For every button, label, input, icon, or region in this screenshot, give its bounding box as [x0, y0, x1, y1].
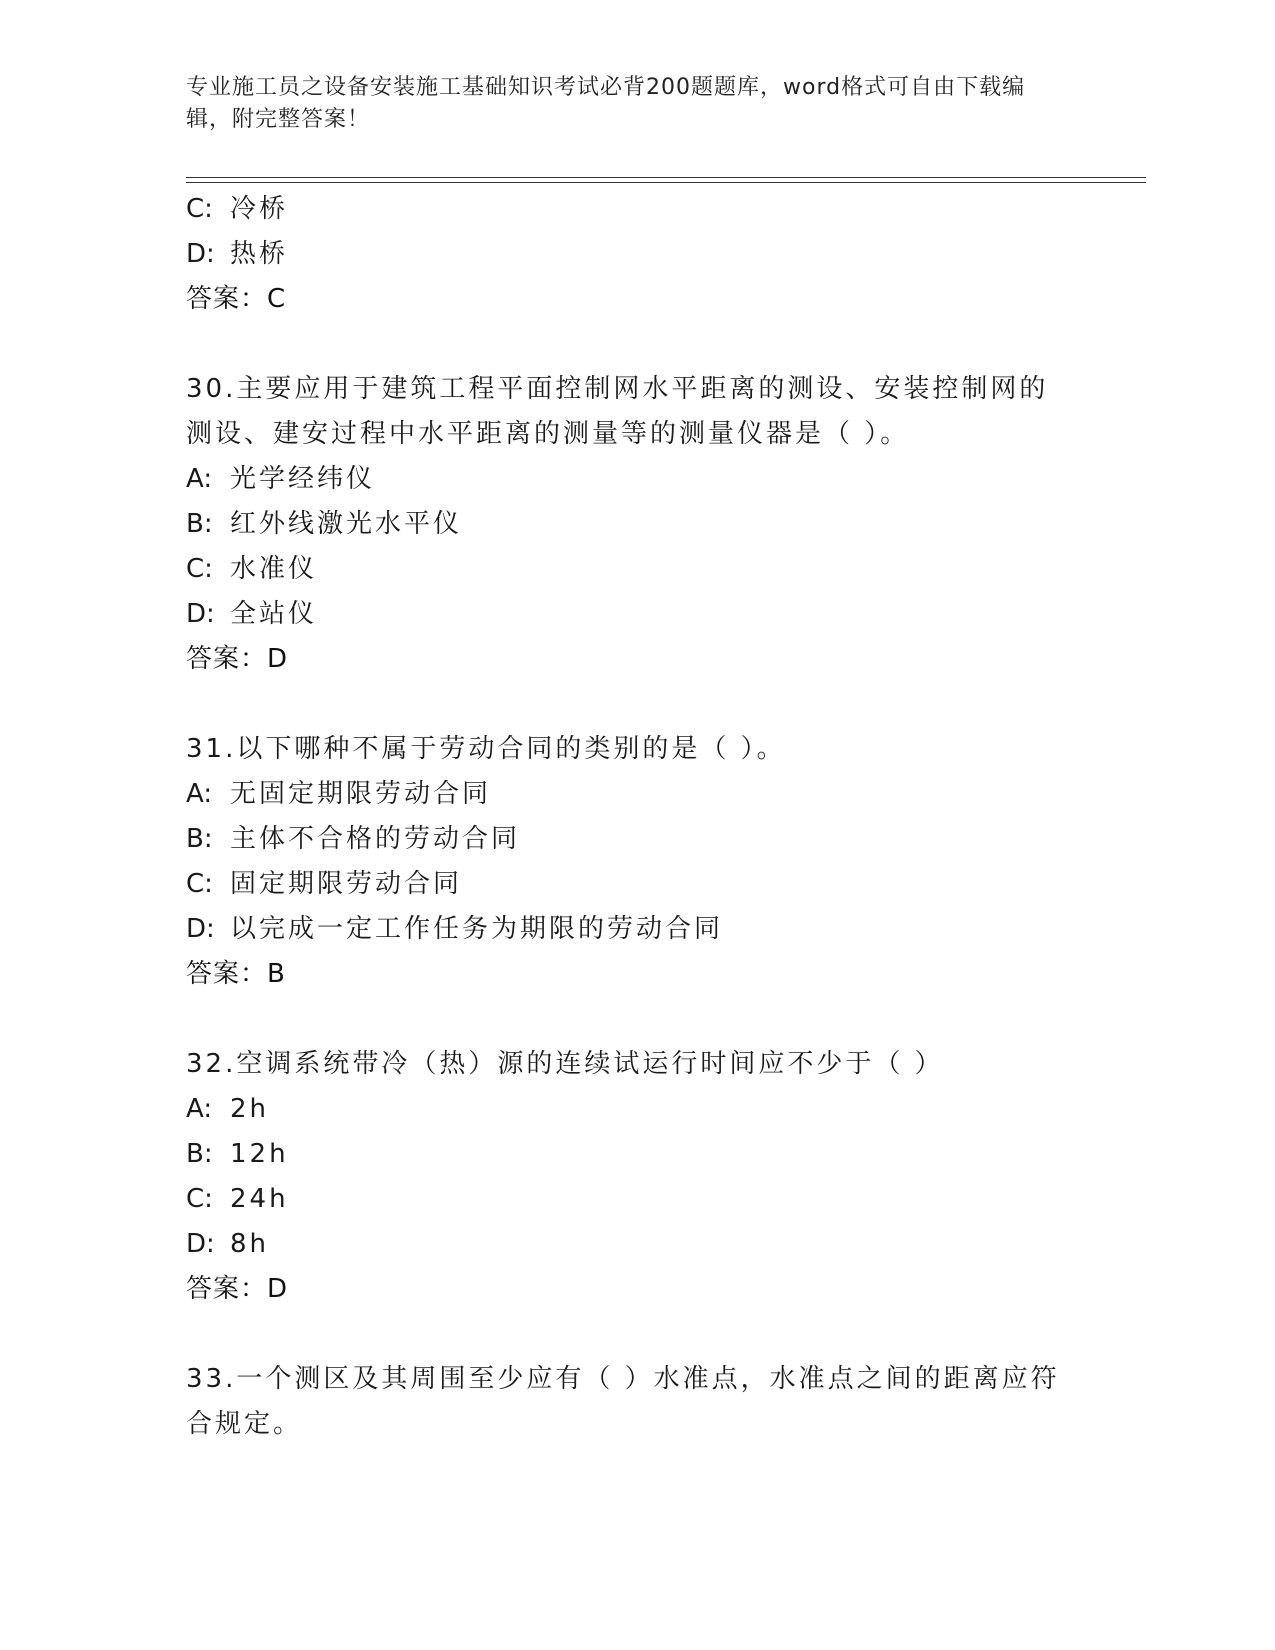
- option-d: [186, 592, 1086, 637]
- option-text: 固定期限劳动合同: [230, 869, 463, 899]
- option-b: [186, 1132, 1086, 1177]
- header-divider-top: [186, 177, 1146, 178]
- question-text: 33.一个测区及其周围至少应有（ ）水准点，水准点之间的距离应符合规定。: [186, 1364, 1060, 1439]
- option-text: 光学经纬仪: [230, 464, 376, 494]
- question-text: 31.以下哪种不属于劳动合同的类别的是（ ）。: [186, 734, 786, 764]
- header-divider-bottom: [186, 182, 1146, 183]
- option-letter: D:: [186, 239, 215, 269]
- answer: 答案：D: [186, 1274, 289, 1304]
- option-letter: D:: [186, 914, 215, 944]
- question-30: [186, 367, 1086, 682]
- option-letter: A:: [186, 1094, 213, 1124]
- option-letter: C:: [186, 869, 213, 899]
- option-letter: C:: [186, 1184, 213, 1214]
- option-letter: D:: [186, 1229, 215, 1259]
- option-d: [186, 232, 1086, 277]
- option-text: 8h: [230, 1229, 270, 1259]
- option-letter: B:: [186, 824, 213, 854]
- option-c: [186, 862, 1086, 907]
- option-letter: A:: [186, 464, 213, 494]
- option-letter: A:: [186, 779, 213, 809]
- option-letter: C:: [186, 194, 213, 224]
- answer: 答案：D: [186, 644, 289, 674]
- option-letter: B:: [186, 509, 213, 539]
- page-title: 专业施工员之设备安装施工基础知识考试必背200题题库，word格式可自由下载编辑，附完整答案！: [186, 75, 1026, 132]
- option-a: [186, 457, 1086, 502]
- option-c: [186, 187, 1086, 232]
- option-d: [186, 907, 1086, 952]
- option-text: 水准仪: [230, 554, 318, 584]
- option-letter: C:: [186, 554, 213, 584]
- option-text: 冷桥: [230, 194, 289, 224]
- question-list: [186, 187, 1086, 1447]
- option-text: 全站仪: [230, 599, 318, 629]
- option-text: 以完成一定工作任务为期限的劳动合同: [230, 914, 724, 944]
- prev-question-tail: [186, 187, 1086, 322]
- option-text: 热桥: [230, 239, 289, 269]
- answer: 答案：B: [186, 959, 286, 989]
- option-a: [186, 772, 1086, 817]
- option-c: [186, 1177, 1086, 1222]
- question-31: [186, 727, 1086, 997]
- option-text: 红外线激光水平仪: [230, 509, 463, 539]
- question-33: [186, 1357, 1086, 1447]
- question-text: 32.空调系统带冷（热）源的连续试运行时间应不少于（ ）: [186, 1049, 944, 1079]
- option-b: [186, 817, 1086, 862]
- option-text: 24h: [230, 1184, 289, 1214]
- option-a: [186, 1087, 1086, 1132]
- option-text: 12h: [230, 1139, 289, 1169]
- option-letter: D:: [186, 599, 215, 629]
- option-b: [186, 502, 1086, 547]
- option-d: [186, 1222, 1086, 1267]
- option-text: 2h: [230, 1094, 270, 1124]
- option-c: [186, 547, 1086, 592]
- answer: 答案：C: [186, 284, 287, 314]
- option-text: 无固定期限劳动合同: [230, 779, 492, 809]
- option-letter: B:: [186, 1139, 213, 1169]
- question-32: [186, 1042, 1086, 1312]
- option-text: 主体不合格的劳动合同: [230, 824, 521, 854]
- question-text: 30.主要应用于建筑工程平面控制网水平距离的测设、安装控制网的测设、建安过程中水平距离的测量等的测量仪器是（ ）。: [186, 374, 1049, 449]
